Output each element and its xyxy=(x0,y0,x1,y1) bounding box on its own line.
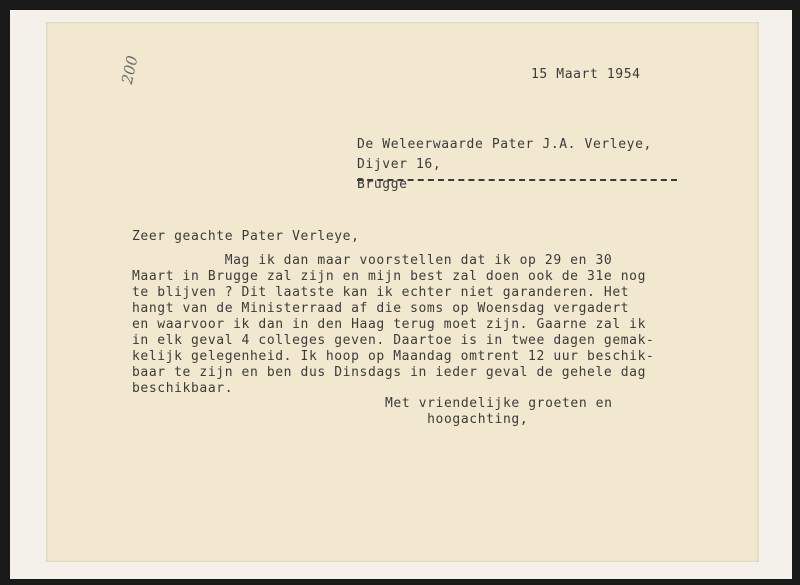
closing xyxy=(385,396,613,428)
body-line: te blijven ? Dit laatste kan ik echter niet garanderen. Het xyxy=(132,285,630,300)
body-line: en waarvoor ik dan in den Haag terug moet zijn. Gaarne zal ik xyxy=(132,317,647,332)
body-line: kelijk gelegenheid. Ik hoop op Maandag omtrent 12 uur beschik- xyxy=(132,349,655,364)
letter-date: 15 Maart 1954 xyxy=(531,67,641,82)
address-line: Dijver 16, xyxy=(357,157,442,172)
address-underline xyxy=(357,179,677,181)
body-line: in elk geval 4 colleges geven. Daartoe is in twee dagen gemak- xyxy=(132,333,655,348)
closing-line: hoogachting, xyxy=(385,412,529,427)
salutation: Zeer geachte Pater Verleye, xyxy=(132,229,360,244)
body-line: beschikbaar. xyxy=(132,381,234,396)
body-line: hangt van de Ministerraad af die soms op Woensdag vergadert xyxy=(132,301,630,316)
body-line: baar te zijn en ben dus Dinsdags in ieder geval de gehele dag xyxy=(132,365,647,380)
body-line: Maart in Brugge zal zijn en mijn best zal doen ook de 31e nog xyxy=(132,269,647,284)
address-line: Brugge xyxy=(357,177,408,192)
recipient-address xyxy=(357,137,652,193)
closing-line: Met vriendelijke groeten en xyxy=(385,396,613,411)
body-line: Mag ik dan maar voorstellen dat ik op 29 en 30 xyxy=(132,253,613,268)
address-line: De Weleerwaarde Pater J.A. Verleye, xyxy=(357,137,652,152)
letter-body xyxy=(132,253,654,397)
pencil-annotation: 200 xyxy=(118,53,142,86)
